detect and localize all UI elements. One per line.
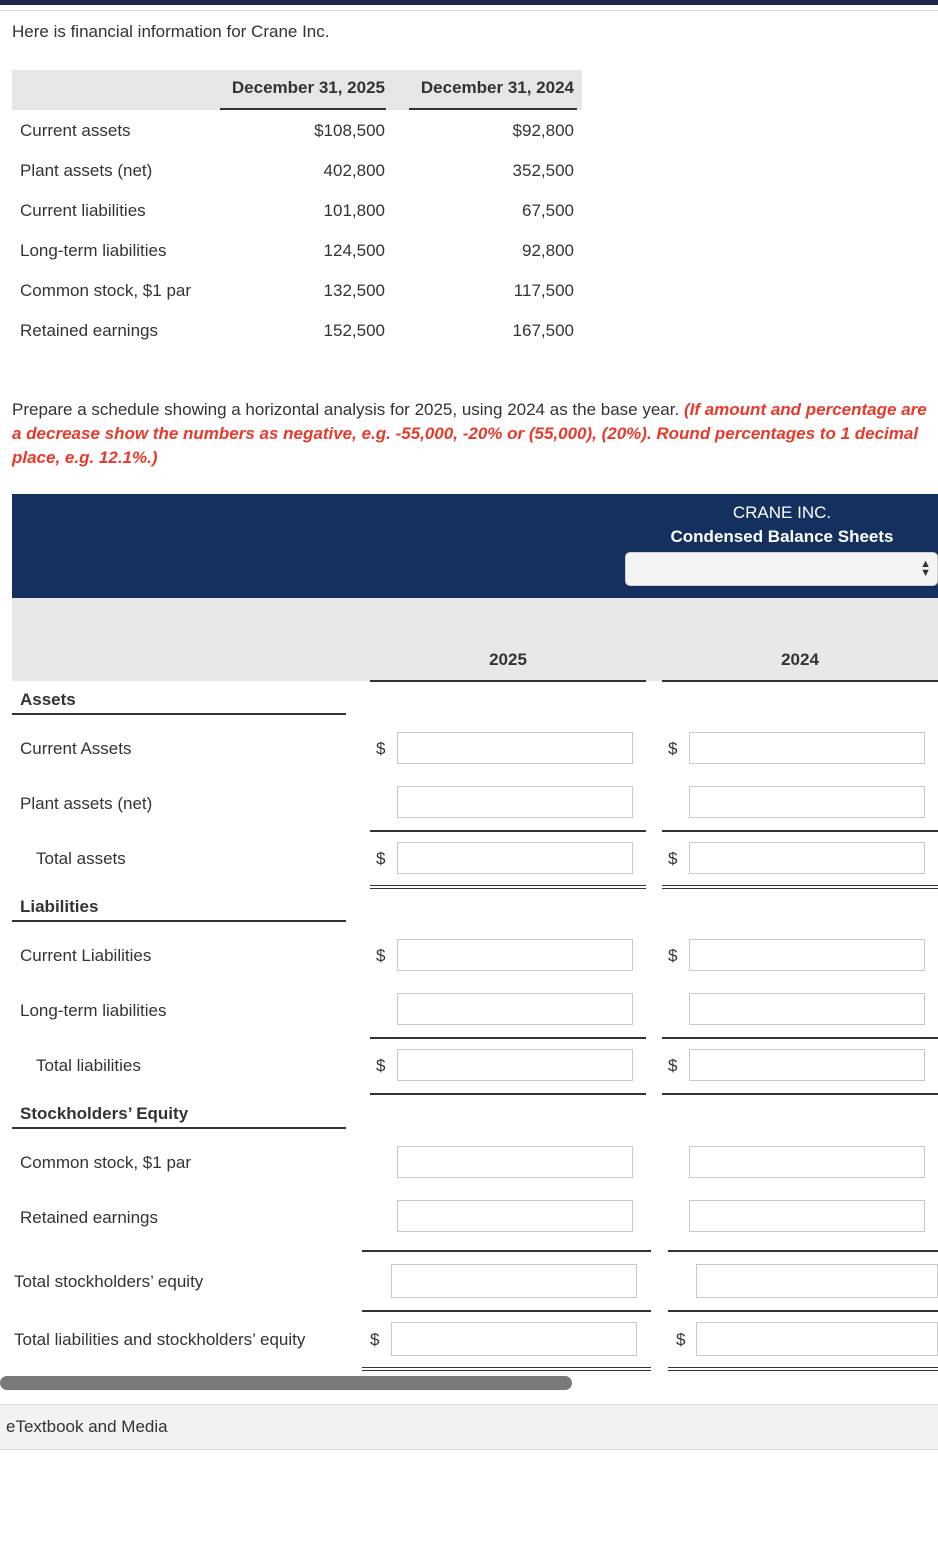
value-2024: 117,500 — [513, 281, 574, 300]
label-total-equity: Total stockholders’ equity — [14, 1272, 204, 1291]
section-underline — [12, 920, 346, 922]
row-label: Long-term liabilities — [20, 241, 167, 260]
subtotal-line — [662, 1093, 938, 1095]
subtotal-line — [370, 1093, 646, 1095]
total-liabilities-equity-2024-input[interactable] — [696, 1322, 938, 1356]
statement-title: Condensed Balance Sheets — [670, 527, 894, 546]
total-liabilities-2025-input[interactable] — [397, 1049, 633, 1081]
retained-earnings-2025-input[interactable] — [397, 1200, 633, 1232]
label-long-term-liabilities: Long-term liabilities — [20, 1001, 167, 1020]
value-2024: $92,800 — [512, 121, 574, 140]
value-2024: 352,500 — [512, 161, 574, 180]
label-common-stock: Common stock, $1 par — [20, 1153, 192, 1172]
current-liabilities-2025-input[interactable] — [397, 939, 633, 971]
top-divider — [0, 10, 938, 11]
subtotal-line — [662, 1037, 938, 1039]
plant-assets-2024-input[interactable] — [689, 786, 925, 818]
value-2024: 167,500 — [512, 321, 574, 340]
subtotal-line — [362, 1250, 651, 1252]
row-label: Plant assets (net) — [20, 161, 153, 180]
value-2024: 67,500 — [522, 201, 574, 220]
subtotal-line — [668, 1250, 938, 1252]
table-row — [12, 231, 582, 271]
value-2025: 124,500 — [323, 241, 385, 260]
horizontal-scrollbar[interactable] — [0, 1376, 572, 1390]
section-underline — [12, 1127, 346, 1129]
date-select[interactable] — [625, 552, 938, 586]
value-2025: 152,500 — [323, 321, 385, 340]
row-label: Retained earnings — [20, 321, 158, 340]
double-underline — [370, 885, 646, 886]
etextbook-section[interactable] — [0, 1404, 938, 1450]
double-underline — [370, 888, 646, 889]
subtotal-line — [370, 1037, 646, 1039]
instruction-text: Prepare a schedule showing a horizontal analysis for 2025, using 2024 as the base year. — [12, 400, 680, 419]
total-assets-2024-input[interactable] — [689, 842, 925, 874]
currency-symbol: $ — [668, 1056, 678, 1075]
long-term-liabilities-2024-input[interactable] — [689, 993, 925, 1025]
currency-symbol: $ — [376, 739, 386, 758]
currency-symbol: $ — [668, 946, 678, 965]
double-underline — [662, 885, 938, 886]
column-2025-header: 2025 — [489, 650, 527, 669]
section-liabilities: Liabilities — [20, 897, 99, 916]
total-equity-2024-input[interactable] — [696, 1264, 938, 1298]
schedule-header — [12, 494, 938, 598]
column-2024-header: 2024 — [781, 650, 819, 669]
subtotal-line — [668, 1310, 938, 1312]
top-accent-bar — [0, 0, 938, 5]
double-underline — [662, 888, 938, 889]
etextbook-label: eTextbook and Media — [6, 1417, 168, 1436]
section-assets: Assets — [20, 690, 76, 709]
header-2025: December 31, 2025 — [231, 78, 385, 97]
label-total-assets: Total assets — [36, 849, 126, 868]
column-2024-underline — [662, 680, 938, 682]
total-equity-2025-input[interactable] — [391, 1264, 637, 1298]
label-retained-earnings: Retained earnings — [20, 1208, 158, 1227]
label-total-liabilities-equity: Total liabilities and stockholders’ equity — [14, 1330, 306, 1349]
plant-assets-2025-input[interactable] — [397, 786, 633, 818]
currency-symbol: $ — [676, 1330, 686, 1349]
row-label: Current liabilities — [20, 201, 146, 220]
total-liabilities-2024-input[interactable] — [689, 1049, 925, 1081]
column-2025-underline — [370, 680, 646, 682]
value-2025: 101,800 — [323, 201, 385, 220]
table-row — [12, 311, 582, 351]
instructions — [12, 398, 938, 470]
section-underline — [12, 713, 346, 715]
double-underline — [362, 1370, 651, 1371]
label-total-liabilities: Total liabilities — [36, 1056, 141, 1075]
value-2024: 92,800 — [522, 241, 574, 260]
double-underline — [668, 1367, 938, 1368]
row-label: Common stock, $1 par — [20, 281, 192, 300]
value-2025: $108,500 — [314, 121, 385, 140]
subtotal-line — [662, 830, 938, 832]
select-arrows-icon: ▲ ▼ — [920, 558, 931, 579]
total-liabilities-equity-2025-input[interactable] — [391, 1322, 637, 1356]
subtotal-line — [362, 1310, 651, 1312]
label-plant-assets: Plant assets (net) — [20, 794, 153, 813]
row-label: Current assets — [20, 121, 131, 140]
label-current-assets: Current Assets — [20, 739, 132, 758]
currency-symbol: $ — [668, 739, 678, 758]
subtotal-line — [370, 830, 646, 832]
instruction-note: (If amount and percentage are a decrease show the numbers as negative, e.g. -55,000, -20% or (55,000), (20%). Round percentages to 1 decimal place, e.g. 12.1%.) — [12, 400, 927, 467]
header-underline-2024 — [409, 108, 577, 110]
current-assets-2025-input[interactable] — [397, 732, 633, 764]
double-underline — [362, 1367, 651, 1368]
company-name: CRANE INC. — [732, 503, 832, 522]
table-row — [12, 271, 582, 311]
label-current-liabilities: Current Liabilities — [20, 946, 152, 965]
retained-earnings-2024-input[interactable] — [689, 1200, 925, 1232]
currency-symbol: $ — [376, 1056, 386, 1075]
table-row — [12, 151, 582, 191]
currency-symbol: $ — [376, 849, 386, 868]
currency-symbol: $ — [370, 1330, 380, 1349]
total-assets-2025-input[interactable] — [397, 842, 633, 874]
header-underline-2025 — [220, 108, 386, 110]
intro-text: Here is financial information for Crane Inc. — [12, 22, 330, 41]
table-row — [12, 111, 582, 151]
value-2025: 402,800 — [323, 161, 385, 180]
header-2024: December 31, 2024 — [420, 78, 574, 97]
current-liabilities-2024-input[interactable] — [689, 939, 925, 971]
common-stock-2025-input[interactable] — [397, 1146, 633, 1178]
common-stock-2024-input[interactable] — [689, 1146, 925, 1178]
current-assets-2024-input[interactable] — [689, 732, 925, 764]
long-term-liabilities-2025-input[interactable] — [397, 993, 633, 1025]
currency-symbol: $ — [376, 946, 386, 965]
currency-symbol: $ — [668, 849, 678, 868]
double-underline — [668, 1370, 938, 1371]
table-row — [12, 191, 582, 231]
value-2025: 132,500 — [323, 281, 385, 300]
section-equity: Stockholders’ Equity — [20, 1104, 189, 1123]
